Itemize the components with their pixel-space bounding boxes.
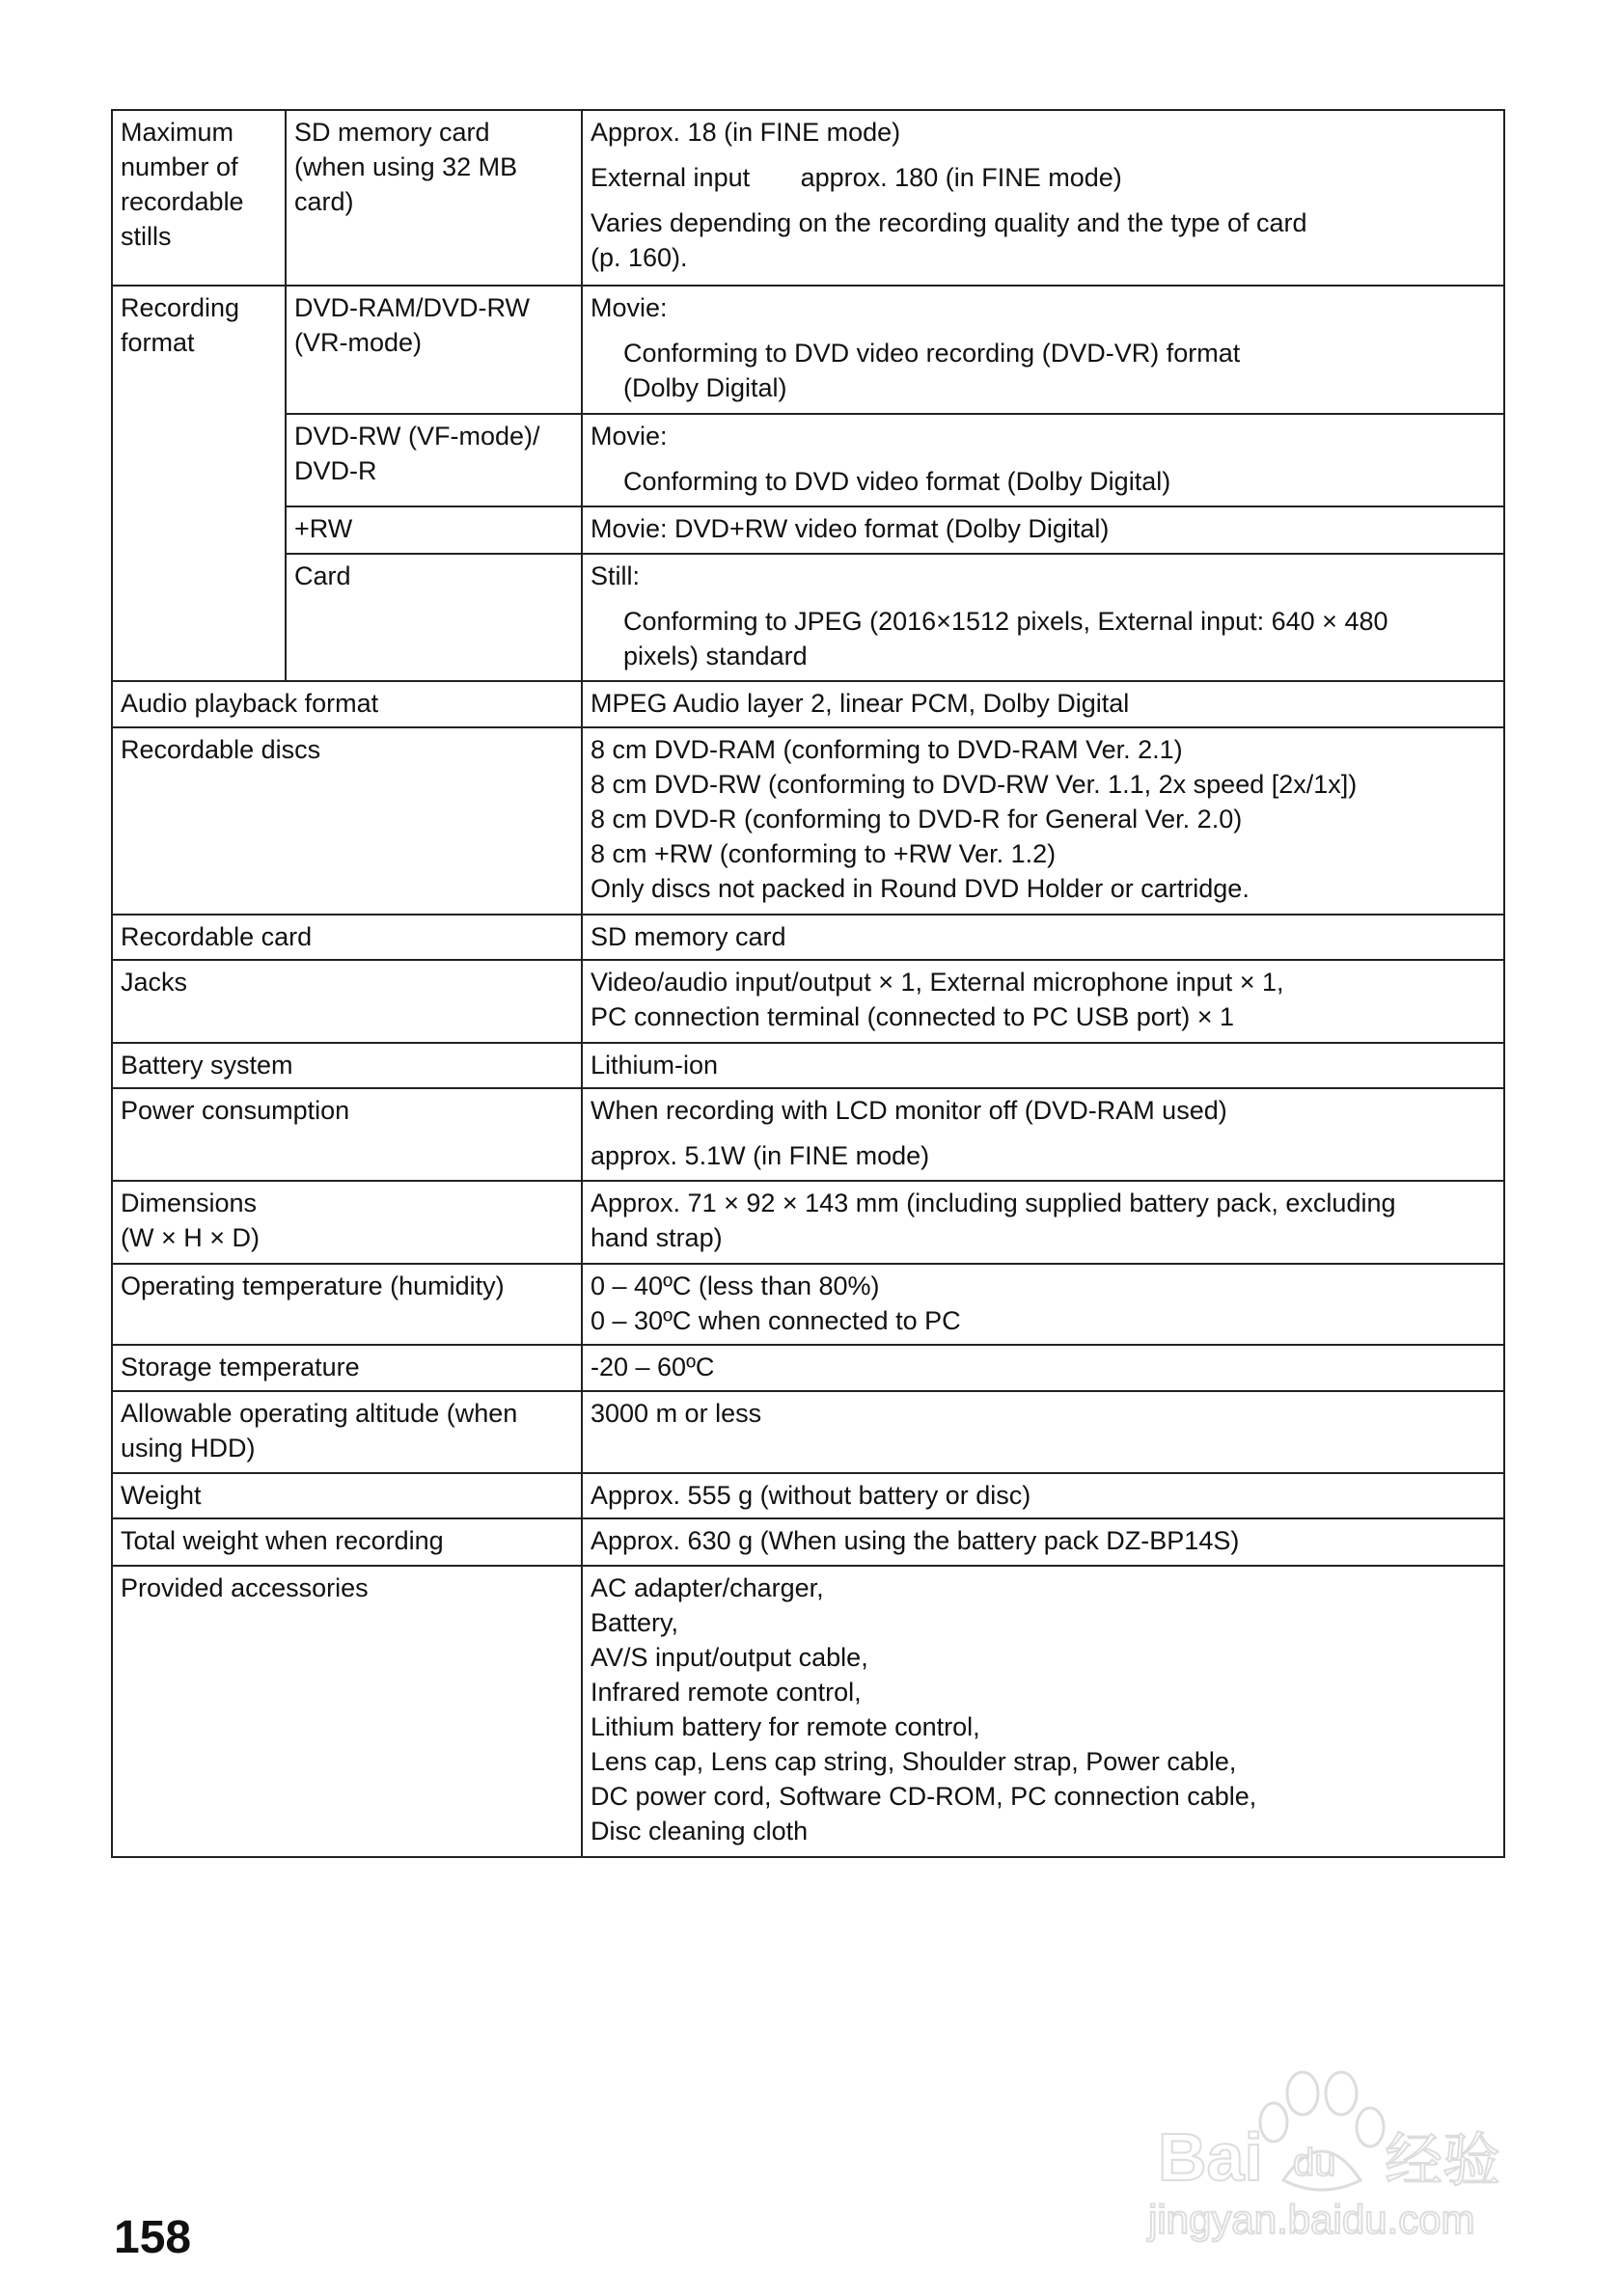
cell-paragraph bbox=[294, 511, 573, 546]
cell-text-line: 0 – 40ºC (less than 80%) bbox=[591, 1271, 880, 1300]
cell-text-line: card) bbox=[294, 187, 354, 216]
cell-text-line: Total weight when recording bbox=[121, 1526, 444, 1555]
cell-paragraph bbox=[121, 1048, 573, 1082]
table-row bbox=[112, 554, 1504, 681]
cell-text-line: Provided accessories bbox=[121, 1573, 369, 1602]
cell-text-line: recordable bbox=[121, 187, 244, 216]
table-cell bbox=[582, 554, 1504, 681]
table-cell bbox=[112, 1043, 582, 1088]
cell-text-line: format bbox=[121, 328, 195, 357]
cell-text-line: Power consumption bbox=[121, 1096, 350, 1125]
table-cell bbox=[582, 506, 1504, 554]
cell-paragraph bbox=[591, 919, 1496, 954]
cell-paragraph bbox=[121, 1269, 573, 1303]
cell-text-line: Varies depending on the recording quality and the type of card bbox=[591, 208, 1307, 237]
cell-paragraph bbox=[591, 160, 1496, 195]
cell-paragraph bbox=[121, 919, 573, 954]
cell-paragraph bbox=[294, 559, 573, 593]
cell-paragraph bbox=[591, 290, 1496, 325]
table-cell bbox=[582, 286, 1504, 414]
cell-paragraph bbox=[591, 732, 1496, 906]
cell-text-line: Allowable operating altitude (when bbox=[121, 1399, 518, 1428]
cell-paragraph bbox=[591, 1269, 1496, 1338]
table-row bbox=[112, 506, 1504, 554]
cell-text-line: Storage temperature bbox=[121, 1353, 360, 1381]
table-cell bbox=[582, 681, 1504, 727]
table-cell bbox=[286, 286, 582, 414]
cell-paragraph bbox=[591, 419, 1496, 453]
cell-text-line: (Dolby Digital) bbox=[623, 373, 787, 402]
table-cell bbox=[112, 915, 582, 960]
table-row bbox=[112, 727, 1504, 915]
page-number: 158 bbox=[114, 2212, 192, 2263]
cell-text-line: PC connection terminal (connected to PC USB port) × 1 bbox=[591, 1002, 1235, 1031]
cell-text-line: AC adapter/charger, bbox=[591, 1573, 824, 1602]
cell-paragraph bbox=[121, 1571, 573, 1605]
table-cell bbox=[582, 727, 1504, 915]
cell-text-line: Infrared remote control, bbox=[591, 1678, 862, 1707]
table-row bbox=[112, 960, 1504, 1043]
cell-paragraph bbox=[591, 1138, 1496, 1173]
cell-text-line: +RW bbox=[294, 514, 353, 543]
table-row bbox=[112, 110, 1504, 286]
table-cell bbox=[112, 110, 286, 286]
cell-paragraph bbox=[591, 511, 1496, 546]
table-cell bbox=[582, 915, 1504, 960]
table-row bbox=[112, 414, 1504, 506]
cell-text-line: (VR-mode) bbox=[294, 328, 423, 357]
table-cell bbox=[286, 414, 582, 506]
table-cell bbox=[112, 1518, 582, 1566]
cell-paragraph bbox=[121, 1093, 573, 1128]
table-row bbox=[112, 681, 1504, 727]
cell-text-line: Jacks bbox=[121, 968, 188, 997]
cell-text-line: DVD-RW (VF-mode)/ bbox=[294, 422, 540, 451]
cell-text-line: Operating temperature (humidity) bbox=[121, 1271, 505, 1300]
cell-paragraph bbox=[121, 1396, 573, 1465]
table-cell bbox=[582, 110, 1504, 286]
cell-text-line: stills bbox=[121, 222, 172, 251]
baidu-watermark-logo bbox=[1139, 2055, 1544, 2248]
table-cell bbox=[112, 960, 582, 1043]
cell-text-line: Approx. 18 (in FINE mode) bbox=[591, 118, 901, 147]
cell-paragraph bbox=[591, 1186, 1496, 1255]
cell-text-line: Approx. 630 g (When using the battery pack DZ-BP14S) bbox=[591, 1526, 1240, 1555]
table-cell bbox=[582, 960, 1504, 1043]
cell-text-line: Video/audio input/output × 1, External microphone input × 1, bbox=[591, 968, 1284, 997]
table-row bbox=[112, 286, 1504, 414]
cell-text-line: Card bbox=[294, 561, 351, 590]
cell-paragraph bbox=[121, 1478, 573, 1513]
cell-text-line: When recording with LCD monitor off (DVD-RAM used) bbox=[591, 1096, 1227, 1125]
table-cell bbox=[582, 1088, 1504, 1181]
cell-text-line: DVD-RAM/DVD-RW bbox=[294, 293, 530, 322]
table-cell bbox=[582, 1566, 1504, 1857]
table-cell bbox=[286, 506, 582, 554]
table-cell bbox=[112, 1566, 582, 1857]
cell-paragraph bbox=[591, 336, 1496, 405]
cell-text-line: Lens cap, Lens cap string, Shoulder strap, Power cable, bbox=[591, 1747, 1237, 1776]
cell-text-line: Lithium-ion bbox=[591, 1051, 719, 1080]
cell-paragraph bbox=[591, 604, 1496, 673]
cell-text-line: 3000 m or less bbox=[591, 1399, 762, 1428]
table-row bbox=[112, 1043, 1504, 1088]
cell-text-line: Movie: bbox=[591, 422, 668, 451]
table-cell bbox=[582, 1391, 1504, 1473]
cell-text-line: Weight bbox=[121, 1481, 202, 1510]
svg-text:jingyan.baidu.com: jingyan.baidu.com bbox=[1148, 2197, 1475, 2242]
table-cell bbox=[582, 1345, 1504, 1391]
svg-text:du: du bbox=[1293, 2142, 1336, 2184]
cell-text-line: 8 cm DVD-RAM (conforming to DVD-RAM Ver. 2.1) bbox=[591, 735, 1183, 764]
cell-text-line: SD memory card bbox=[591, 922, 786, 951]
cell-text-line: Recordable discs bbox=[121, 735, 321, 764]
table-cell bbox=[286, 554, 582, 681]
table-row bbox=[112, 1518, 1504, 1566]
cell-text-line: Conforming to DVD video format (Dolby Digital) bbox=[623, 467, 1171, 496]
cell-text-line: Conforming to JPEG (2016×1512 pixels, External input: 640 × 480 bbox=[623, 607, 1388, 636]
cell-paragraph bbox=[591, 686, 1496, 721]
cell-text-line: Movie: DVD+RW video format (Dolby Digital) bbox=[591, 514, 1110, 543]
cell-paragraph bbox=[591, 1396, 1496, 1431]
table-cell bbox=[112, 1391, 582, 1473]
cell-text-line: Maximum bbox=[121, 118, 234, 147]
cell-paragraph bbox=[591, 205, 1496, 275]
cell-paragraph bbox=[294, 115, 573, 219]
table-cell bbox=[112, 1473, 582, 1518]
table-cell bbox=[112, 727, 582, 915]
table-cell bbox=[582, 1181, 1504, 1264]
table-cell bbox=[112, 286, 286, 681]
table-row bbox=[112, 1473, 1504, 1518]
table-cell bbox=[582, 414, 1504, 506]
cell-paragraph bbox=[591, 1350, 1496, 1384]
cell-text-line: Dimensions bbox=[121, 1189, 258, 1217]
cell-text-line: DVD-R bbox=[294, 456, 377, 485]
cell-paragraph bbox=[121, 965, 573, 999]
cell-text-line: (when using 32 MB bbox=[294, 152, 518, 181]
cell-paragraph bbox=[121, 1523, 573, 1558]
cell-text-line: External input approx. 180 (in FINE mode) bbox=[591, 163, 1122, 192]
table-row bbox=[112, 1181, 1504, 1264]
spec-table-body bbox=[112, 110, 1504, 1857]
cell-paragraph bbox=[591, 115, 1496, 150]
table-cell bbox=[112, 1088, 582, 1181]
cell-paragraph bbox=[121, 1186, 573, 1255]
table-row bbox=[112, 1566, 1504, 1857]
cell-text-line: SD memory card bbox=[294, 118, 490, 147]
table-cell bbox=[112, 1181, 582, 1264]
table-cell bbox=[286, 110, 582, 286]
cell-text-line: 8 cm DVD-R (conforming to DVD-R for General Ver. 2.0) bbox=[591, 805, 1243, 834]
cell-paragraph bbox=[591, 559, 1496, 593]
cell-paragraph bbox=[121, 1350, 573, 1384]
cell-paragraph bbox=[294, 290, 573, 360]
svg-text:Bai: Bai bbox=[1158, 2119, 1263, 2195]
cell-text-line: 0 – 30ºC when connected to PC bbox=[591, 1306, 961, 1335]
cell-paragraph bbox=[591, 1478, 1496, 1513]
cell-text-line: (W × H × D) bbox=[121, 1223, 261, 1252]
table-row bbox=[112, 915, 1504, 960]
table-cell bbox=[582, 1264, 1504, 1345]
table-row bbox=[112, 1264, 1504, 1345]
cell-paragraph bbox=[591, 965, 1496, 1034]
cell-text-line: Recording bbox=[121, 293, 240, 322]
cell-text-line: Disc cleaning cloth bbox=[591, 1817, 809, 1845]
table-cell bbox=[112, 1345, 582, 1391]
table-cell bbox=[582, 1518, 1504, 1566]
cell-text-line: Battery, bbox=[591, 1608, 679, 1637]
cell-paragraph bbox=[121, 290, 277, 360]
cell-paragraph bbox=[591, 1048, 1496, 1082]
table-row bbox=[112, 1345, 1504, 1391]
table-row bbox=[112, 1088, 1504, 1181]
table-cell bbox=[112, 681, 582, 727]
cell-text-line: Only discs not packed in Round DVD Holder or cartridge. bbox=[591, 874, 1250, 903]
cell-paragraph bbox=[591, 1093, 1496, 1128]
table-row bbox=[112, 1391, 1504, 1473]
cell-text-line: approx. 5.1W (in FINE mode) bbox=[591, 1141, 930, 1170]
cell-paragraph bbox=[121, 115, 277, 254]
cell-text-line: hand strap) bbox=[591, 1223, 723, 1252]
cell-text-line: Recordable card bbox=[121, 922, 313, 951]
cell-text-line: -20 – 60ºC bbox=[591, 1353, 715, 1381]
cell-text-line: Conforming to DVD video recording (DVD-VR) format bbox=[623, 339, 1241, 368]
cell-text-line: Approx. 555 g (without battery or disc) bbox=[591, 1481, 1031, 1510]
table-cell bbox=[582, 1043, 1504, 1088]
cell-paragraph bbox=[121, 732, 573, 767]
cell-text-line: Approx. 71 × 92 × 143 mm (including supplied battery pack, excluding bbox=[591, 1189, 1396, 1217]
cell-paragraph bbox=[294, 419, 573, 488]
cell-text-line: 8 cm DVD-RW (conforming to DVD-RW Ver. 1.1, 2x speed [2x/1x]) bbox=[591, 770, 1358, 799]
cell-text-line: Lithium battery for remote control, bbox=[591, 1712, 980, 1741]
cell-text-line: number of bbox=[121, 152, 238, 181]
cell-text-line: Audio playback format bbox=[121, 689, 379, 718]
cell-text-line: using HDD) bbox=[121, 1434, 256, 1462]
cell-text-line: MPEG Audio layer 2, linear PCM, Dolby Digital bbox=[591, 689, 1130, 718]
cell-text-line: pixels) standard bbox=[623, 642, 808, 670]
cell-text-line: DC power cord, Software CD-ROM, PC connection cable, bbox=[591, 1782, 1257, 1811]
specifications-table bbox=[111, 109, 1505, 1858]
cell-paragraph bbox=[591, 1523, 1496, 1558]
cell-paragraph bbox=[591, 464, 1496, 499]
cell-text-line: 8 cm +RW (conforming to +RW Ver. 1.2) bbox=[591, 839, 1057, 868]
cell-text-line: AV/S input/output cable, bbox=[591, 1643, 868, 1672]
svg-text:经验: 经验 bbox=[1385, 2127, 1500, 2195]
cell-text-line: Battery system bbox=[121, 1051, 293, 1080]
cell-text-line: Movie: bbox=[591, 293, 668, 322]
table-cell bbox=[112, 1264, 582, 1345]
table-cell bbox=[582, 1473, 1504, 1518]
cell-paragraph bbox=[121, 686, 573, 721]
cell-paragraph bbox=[591, 1571, 1496, 1848]
cell-text-line: (p. 160). bbox=[591, 243, 688, 272]
cell-text-line: Still: bbox=[591, 561, 641, 590]
